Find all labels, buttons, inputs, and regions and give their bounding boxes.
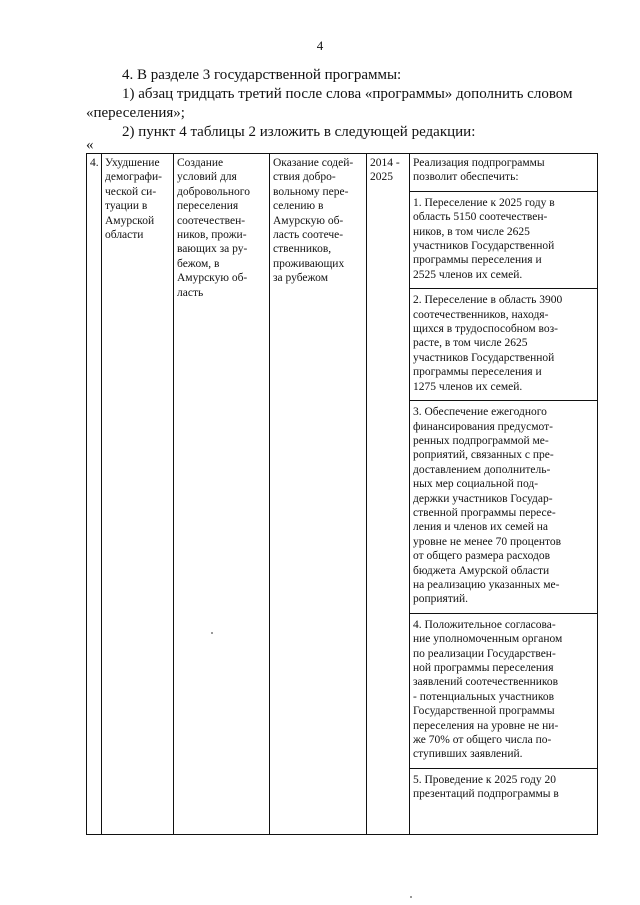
result-item-4: 4. Положительное согласова- ние уполномоченным органом по реализации Государствен- ной программы переселения заявлений соотечественников - потенциальных участников Государственной программы переселения на уровне не ни- же 70% от общего числа по- ступивших заявлений. — [409, 614, 598, 769]
table-row-continuation — [87, 810, 598, 835]
row-number: 4. — [87, 154, 102, 810]
problem-cell: Ухудшение демографи- ческой си- туации в Амурской области — [102, 154, 174, 810]
amendment-item-1: 1) абзац тридцать третий после слова «программы» дополнить словом «переселения»; — [86, 86, 573, 121]
opening-quote: « — [86, 137, 94, 153]
goal-cell: Создание условий для добровольного переселения соотечествен- ников, прожи- вающих за ру- бежом, в Амурскую об- ласть — [174, 154, 270, 810]
page-number: 4 — [316, 38, 324, 53]
result-item-5: 5. Проведение к 2025 году 20 презентаций подпрограммы в — [413, 773, 559, 801]
amendment-intro — [86, 66, 586, 142]
result-item-1: 1. Переселение к 2025 году в область 5150 соотечествен- ников, в том числе 2625 участников Государственной программы переселения и 2525 членов их семей. — [409, 192, 598, 289]
scan-speck — [211, 632, 213, 634]
result-item-3: 3. Обеспечение ежегодного финансирования предусмот- ренных подпрограммой ме- роприятий, связанных с пре- доставлением дополнитель- ных мер социальной под- держки участников Государ- ственной программы пересе- ления и членов их семей на уровне не менее 70 процентов от общего размера расходов бюджета Амурской области на реализацию указанных ме- роприятий. — [409, 401, 598, 614]
measure-cell: Оказание содей- ствия добро- вольному пере- селению в Амурскую об- ласть соотече- ственников, проживающих за рубежом — [270, 154, 367, 810]
period-cell: 2014 - 2025 — [367, 154, 410, 810]
results-cell — [410, 154, 598, 810]
result-item-2: 2. Переселение в область 3900 соотечественников, находя- щихся в трудоспособном воз- расте, в том числе 2625 участников Государственной программы переселения и 1275 членов их семей. — [409, 289, 598, 401]
program-table — [86, 153, 598, 835]
amendment-item-2: 2) пункт 4 таблицы 2 изложить в следующей редакции: — [122, 124, 476, 140]
table-row — [87, 154, 598, 810]
scan-speck — [410, 896, 412, 898]
result-intro: Реализация подпрограммы позволит обеспечить: — [409, 156, 598, 192]
amendment-heading: 4. В разделе 3 государственной программы: — [122, 67, 402, 83]
